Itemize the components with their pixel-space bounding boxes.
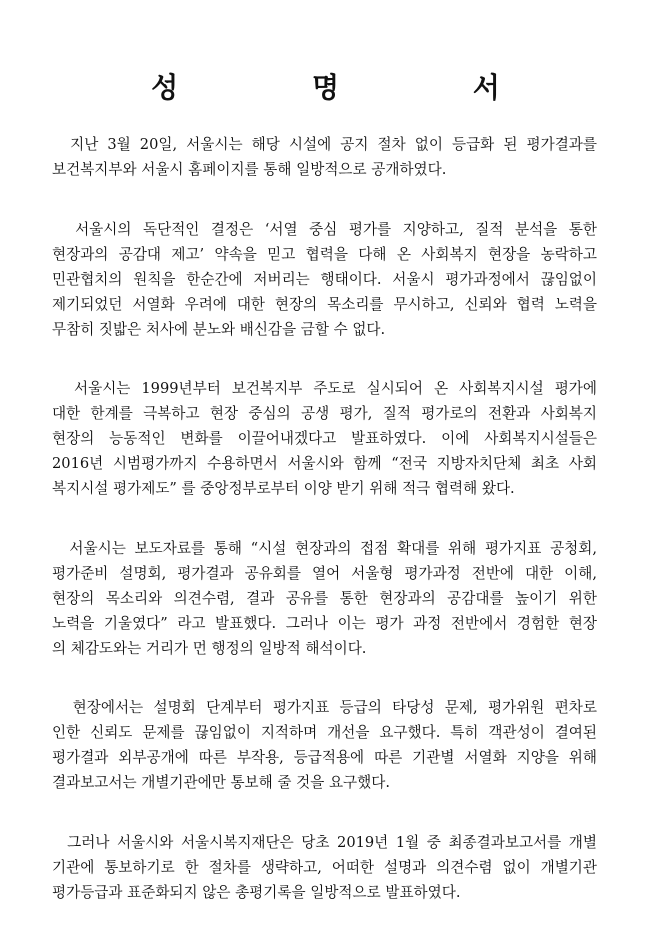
paragraph-1	[52, 132, 597, 182]
text-line: 서울시는 보도자료를 통해 “시설 현장과의 접점 확대를 위해 평가지표 공청회,	[52, 539, 597, 557]
text-line: 무참히 짓밟은 처사에 분노와 배신감을 금할 수 없다.	[52, 320, 386, 338]
text-line: 대한 한계를 극복하고 현장 중심의 공생 평가, 질적 평가로의 전환과 사회복지	[52, 405, 597, 422]
text-line: 현장에서는 설명회 단계부터 평가지표 등급의 타당성 문제, 평가위원 편차로	[52, 699, 597, 716]
text-line: 지난 3월 20일, 서울시는 해당 시설에 공지 절차 없이 등급화 된 평가결과를	[52, 136, 597, 153]
paragraph-2	[52, 217, 597, 342]
text-line: 현장의 능동적인 변화를 이끌어내겠다고 발표하였다. 이에 사회복지시설들은	[52, 430, 597, 447]
text-line: 복지시설 평가제도” 를 중앙정부로부터 이양 받기 위해 적극 협력해 왔다.	[52, 480, 515, 497]
text-line: 그러나 서울시와 서울시복지재단은 당초 2019년 1월 중 최종결과보고서를 개별	[52, 833, 597, 851]
paragraph-6	[52, 830, 597, 905]
text-line: 서울시는 1999년부터 보건복지부 주도로 실시되어 온 사회복지시설 평가에	[52, 380, 597, 397]
text-line: 민관협치의 원칙을 한순간에 저버리는 행태이다. 서울시 평가과정에서 끊임없이	[52, 270, 597, 288]
text-line: 2016년 시범평가까지 수용하면서 서울시와 함께 “전국 지방자치단체 최초 사회	[52, 455, 597, 472]
text-line: 노력을 기울였다” 라고 발표했다. 그러나 이는 평가 과정 전반에서 경험한 현장	[52, 614, 597, 632]
paragraph-4	[52, 536, 597, 661]
text-line: 기관에 통보하기로 한 절차를 생략하고, 어떠한 설명과 의견수렴 없이 개별기관	[52, 858, 597, 876]
paragraph-5	[52, 695, 597, 795]
paragraph-3	[52, 376, 597, 501]
text-line: 현장과의 공감대 제고’ 약속을 믿고 협력을 다해 온 사회복지 현장을 농락하고	[52, 245, 597, 263]
text-line: 평가준비 설명회, 평가결과 공유회를 열어 서울형 평가과정 전반에 대한 이해,	[52, 564, 597, 582]
document-title: 성 명 서	[151, 71, 562, 104]
text-line: 결과보고서는 개별기관에만 통보해 줄 것을 요구했다.	[52, 774, 390, 791]
text-line: 평가결과 외부공개에 따른 부작용, 등급적용에 따른 기관별 서열화 지양을 위해	[52, 749, 597, 766]
text-line: 현장의 목소리와 의견수렴, 결과 공유를 통한 현장과의 공감대를 높이기 위한	[52, 589, 597, 607]
text-line: 제기되었던 서열화 우려에 대한 현장의 목소리를 무시하고, 신뢰와 협력 노력을	[52, 295, 597, 313]
text-line: 인한 신뢰도 문제를 끊임없이 지적하며 개선을 요구했다. 특히 객관성이 결여된	[52, 724, 597, 741]
text-line: 평가등급과 표준화되지 않은 총평기록을 일방적으로 발표하였다.	[52, 883, 461, 901]
text-line: 의 체감도와는 거리가 먼 행정의 일방적 해석이다.	[52, 639, 367, 657]
document-body	[52, 132, 597, 939]
text-line: 보건복지부와 서울시 홈페이지를 통해 일방적으로 공개하였다.	[52, 161, 447, 178]
text-line: 서울시의 독단적인 결정은 ‘서열 중심 평가를 지양하고, 질적 분석을 통한	[52, 220, 597, 238]
